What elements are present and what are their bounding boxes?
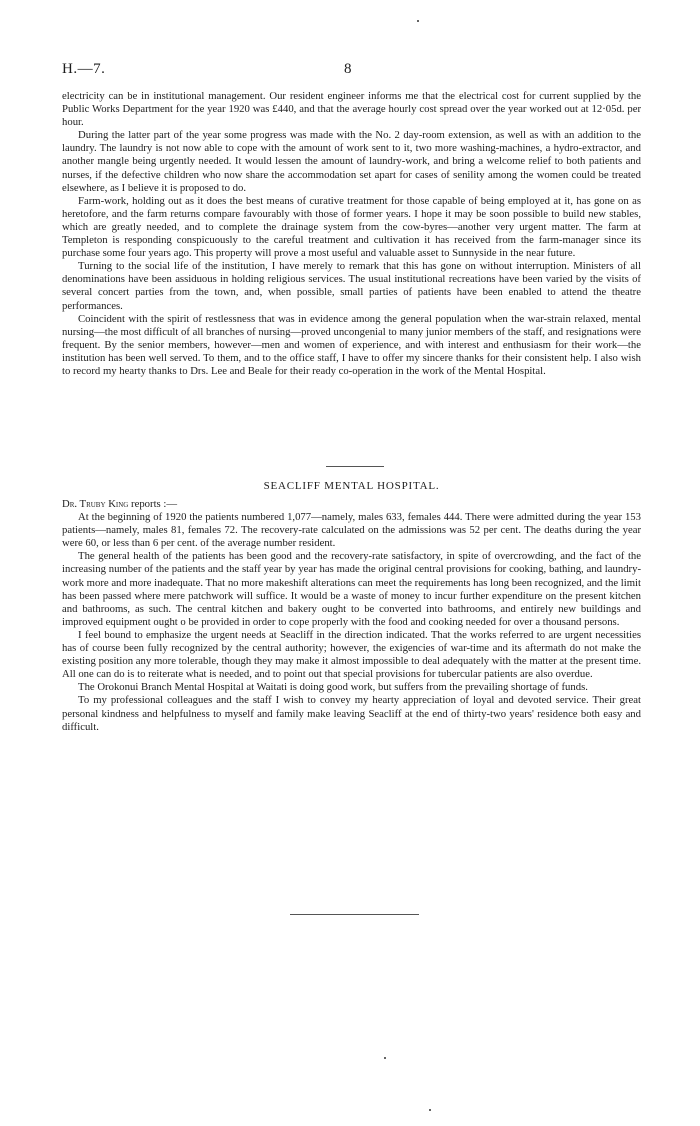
reporter-suffix: reports :—	[128, 498, 178, 510]
parliamentary-paper-reference: H.—7.	[62, 61, 106, 77]
reporter-line	[62, 498, 641, 511]
paragraph: The general health of the patients has been good and the recovery-rate satisfactory, in spite of overcrowding, and the fact of the increasing number of the patients and the staff year by year has made the original central provisions for cooking, bathing, and laundry-work more and more inadequate. That no more makeshift alterations can meet the requirements has long been recognized, and the limit has been passed where mere patchwork will suffice. It would be a waste of money to incur further expenditure on the present kitchen and bathrooms, as such. The central kitchen and bakery ought to be converted into bathrooms, and entirely new buildings and improved equipment ought o be provided in order to cope properly with the food and cooking needed for over a thousand persons.	[62, 550, 641, 628]
paragraph: Turning to the social life of the institution, I have merely to remark that this has gone on without interruption. Ministers of all denominations have been assiduous in holding religious services. The usual institutional recreations have been varied by the visits of several concert parties from the town, and, when possible, small parties of patients have been enabled to attend the theatre performances.	[62, 260, 641, 312]
paragraph: Farm-work, holding out as it does the best means of curative treatment for those capable of being employed at it, has gone on as heretofore, and the farm returns compare favourably with those of former years. I hope it may be soon possible to build new stables, which are greatly needed, and to complete the drainage system from the cow-byres—another very urgent matter. The farm at Templeton is responding conspicuously to the careful treatment and cultivation it has received from the farm-manager since its purchase some four years ago. This property will prove a most useful and valuable asset to Sunnyside in the near future.	[62, 194, 641, 260]
scan-speck	[384, 1057, 386, 1059]
page-header	[62, 61, 642, 81]
end-rule	[290, 914, 419, 915]
paragraph: I feel bound to emphasize the urgent needs at Seacliff in the direction indicated. That the works referred to are urgent necessities has of course been fully recognized by the central authority; however, the exigencies of war-time and its aftermath do not make the existing position any more tolerable, though they may make it almost impossible to deal adequately with the matter at the present time. All one can do is to reiterate what is needed, and to point out that special provisions for tubercular patients are also overdue.	[62, 628, 641, 681]
page-number: 8	[344, 61, 352, 77]
reporter-prefix: Dr.	[62, 498, 80, 510]
paragraph: During the latter part of the year some progress was made with the No. 2 day-room extension, as well as with an addition to the laundry. The laundry is not now able to cope with the amount of work sent to it, two more washing-machines, a hydro-extractor, and another mangle being urgently needed. It would lessen the amount of laundry-work, and bring a welcome relief to both patients and nurses, if the defective children who now share the accommodation set apart for cases of senility among the women could be treated elsewhere, as I believe it is proposed to do.	[62, 129, 641, 194]
seacliff-report	[62, 498, 641, 734]
section-divider	[326, 466, 384, 467]
paragraph: Coincident with the spirit of restlessness that was in evidence among the general population when the war-strain relaxed, mental nursing—the most difficult of all branches of nursing—proved uncongenial to many junior members of the staff, and resignations were frequent. By the senior members, however—men and women of experience, and with interest and enthusiasm for their work—the institution has been well served. To them, and to the office staff, I have to offer my sincere thanks for their consistent help. I also wish to record my hearty thanks to Drs. Lee and Beale for their ready co-operation in the work of the Mental Hospital.	[62, 312, 641, 377]
scan-speck	[429, 1109, 431, 1111]
reporter-name: Truby King	[79, 498, 129, 510]
section-title: SEACLIFF MENTAL HOSPITAL.	[263, 480, 440, 492]
paragraph: At the beginning of 1920 the patients numbered 1,077—namely, males 633, females 444. There were admitted during the year 153 patients—namely, males 81, females 72. The recovery-rate calculated on the admissions was 52 per cent. The deaths during the year were 60, or less than 6 per cent. of the average number resident.	[62, 511, 641, 550]
paragraph: The Orokonui Branch Mental Hospital at Waitati is doing good work, but suffers from the prevailing shortage of funds.	[78, 681, 588, 694]
sunnyside-report-continuation	[62, 90, 641, 378]
scan-speck	[417, 20, 419, 22]
paragraph: electricity can be in institutional management. Our resident engineer informs me that the electrical cost for current supplied by the Public Works Department for the year 1920 was £440, and that the average hourly cost spread over the year worked out at 12·05d. per hour.	[62, 90, 641, 129]
paragraph: To my professional colleagues and the staff I wish to convey my hearty appreciation of loyal and devoted service. Their great personal kindness and helpfulness to myself and family make leaving Seacliff at the end of thirty-two years' residence both easy and difficult.	[62, 694, 641, 733]
